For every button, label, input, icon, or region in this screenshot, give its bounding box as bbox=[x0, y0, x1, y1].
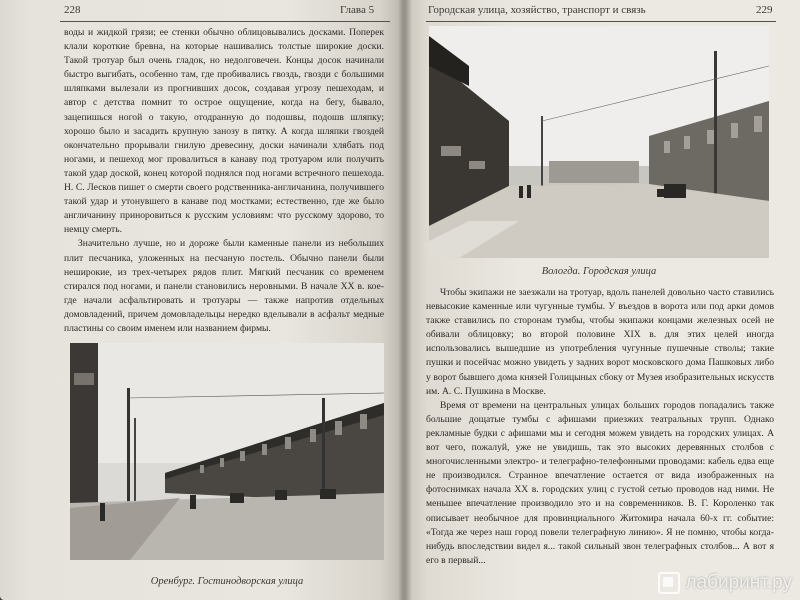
right-photo-caption: Вологда. Городская улица bbox=[541, 266, 657, 277]
watermark-text: лабиринт.ру bbox=[685, 572, 792, 593]
left-body-text bbox=[64, 26, 384, 336]
left-page-number: 228 bbox=[64, 4, 81, 16]
vologda-street-photo bbox=[429, 26, 769, 258]
right-page-number: 229 bbox=[756, 4, 773, 16]
left-paragraph-2: Значительно лучше, но и дороже были каменные панели из небольших плит песчаника, уложенных на песчаную постель. Обычно панели были неширокие, из трех-четырех рядов плит. Мягкий песчаник со временем стирался под ногами, и панели становились неровными. В начале XX в. кое-где начали асфальтировать и тротуары — также напротив отдельных домовладений, причем домовладельцы нередко вделывали в асфальт медные пластины со своим именем или названием фирмы. bbox=[64, 238, 384, 334]
right-paragraph-1: Чтобы экипажи не заезжали на тротуар, вдоль панелей довольно часто ставились невысокие каменные или чугунные тумбы. У въездов в ворота или под арки домов также ставились по сторонам тумбы, чтобы экипажи концами железных осей не обивали облицовку; во второй половине XIX в. для этих целей иногда использовались вышедшие из употребления чугунные пушечные стволы; такие пушки и посейчас можно увидеть у задних ворот московского дома Пашковых либо у ворот бывшего дома князей Голицыных сбоку от Музея изобразительных искусств им. А. С. Пушкина в Москве. bbox=[426, 287, 774, 397]
vologda-street-image bbox=[429, 26, 769, 258]
right-body-text bbox=[426, 286, 774, 568]
left-running-head: Глава 5 bbox=[340, 4, 375, 16]
left-paragraph-1: воды и жидкой грязи; ее стенки обычно облицовывались досками. Поперек клали короткие бревна, на которые нашивались толстые широкие доски. Такой тротуар был очень гладок, но недолговечен. Концы досок начинали быстро выгибать, особенно там, где пробивались гвоздь, гвозди с большими шляпками вылезали из прогнивших досок, создавая угрозу пешеходам, и автор с детства помнит то острое ощущение, когда на бегу, бывало, зацепишься ногой о такую, отодранную до подошвы, подошв шляпку; хорошо было и засадить крупную занозу в пятку. А когда шляпки гвоздей окончательно прорывали гнилую древесину, доски начинали хлябать под ногами, и пешеход мог провалиться в канаву под тротуаром или получить такой удар доской, конец которой поднялся под ногами встречного пешехода. Н. С. Лесков пишет о смерти своего родственника-англичанина, получившего такой удар и утонувшего в канаве под мостками; естественно, где же было англичанину приноровиться к русским условиям: что русскому здорово, то немцу смерть. bbox=[64, 27, 384, 236]
left-photo-caption: Оренбург. Гостинодворская улица bbox=[150, 576, 304, 587]
labirint-logo-icon bbox=[658, 572, 680, 594]
orenburg-street-photo bbox=[70, 343, 384, 560]
right-paragraph-2: Время от времени на центральных улицах больших городов попадались также большие дощатые тумбы с афишами приезжих театральных трупп. Однако рекламные будки с афишами мы и сегодня можем увидеть на городских улицах. А вот чего, пожалуй, уже не увидишь, так это высоких деревянных столбов с многочисленными электро- и телеграфно-телефонными проводами: кабель едва еще не производился. Странное впечатление остается от вида изображенных на фотоснимках начала XX в. городских улиц с густой сетью проводов над ними. Не меньшее впечатление производило это и на современников. В. Г. Короленко так описывает необычное для провинциального Житомира начала 60-х гг. событие: «Тогда же через наш город повели телеграфную линию». Я не помню, чтобы когда-нибудь впоследствии видел я... такой сильный звон телеграфных столбов... А вот я его в первый... bbox=[426, 399, 774, 566]
left-header-rule bbox=[60, 21, 390, 22]
right-running-head: Городская улица, хозяйство, транспорт и связь bbox=[428, 4, 646, 16]
right-header-rule bbox=[426, 21, 776, 22]
right-page bbox=[404, 0, 800, 600]
orenburg-street-image bbox=[70, 343, 384, 560]
labirint-watermark bbox=[658, 572, 792, 594]
